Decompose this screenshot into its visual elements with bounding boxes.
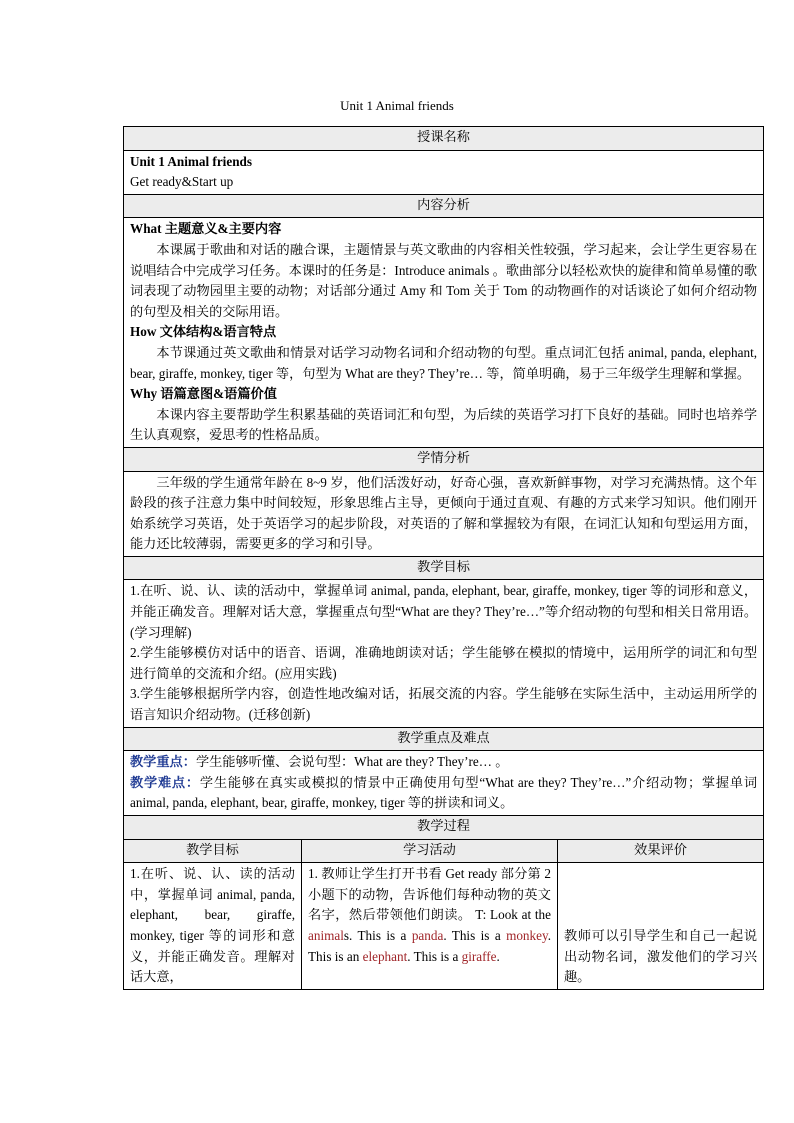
section-header-course-name: 授课名称 — [124, 127, 764, 151]
process-activity-text: 1. 教师让学生打开书看 Get ready 部分第 2 小题下的动物，告诉他们每种动物的英文名字，然后带领他们朗读。 T: Look at the animals. This is a panda. This is a monkey. This is an elephant. This is a giraffe. — [308, 866, 552, 964]
word-panda: panda — [411, 927, 444, 943]
difficult-point-text: 学生能够在真实或模拟的情景中正确使用句型“What are they? They’re…”介绍动物；掌握单词 animal, panda, elephant, bear, giraffe, monkey, tiger 等的拼读和词义。 — [130, 774, 758, 811]
objective-2: 2.学生能够模仿对话中的语音、语调，准确地朗读对话；学生能够在模拟的情境中，运用所学的词汇和句型进行简单的交流和介绍。(应用实践) — [130, 645, 758, 681]
process-evaluation-cell — [558, 863, 764, 990]
learner-analysis-row — [124, 471, 764, 556]
word-monkey: monkey — [506, 927, 548, 943]
what-heading: What 主题意义&主要内容 — [130, 221, 282, 237]
section-header-objectives: 教学目标 — [124, 556, 764, 580]
difficult-point-label: 教学难点： — [130, 774, 200, 790]
how-heading: How 文体结构&语言特点 — [130, 324, 277, 340]
content-analysis-row — [124, 218, 764, 448]
col-header-evaluation: 效果评价 — [558, 839, 764, 863]
document-title: Unit 1 Animal friends — [340, 98, 454, 113]
objective-3: 3.学生能够根据所学内容，创造性地改编对话，拓展交流的内容。学生能够在实际生活中，主动运用所学的语言知识介绍动物。(迁移创新) — [130, 686, 758, 723]
process-column-headers — [124, 839, 764, 863]
lesson-title: Get ready&Start up — [130, 174, 234, 190]
process-evaluation-text: 教师可以引导学生和自己一起说出动物名词，激发他们的学习兴趣。 — [564, 927, 758, 985]
how-paragraph: 本节课通过英文歌曲和情景对话学习动物名词和介绍动物的句型。重点词汇包括 animal, panda, elephant, bear, giraffe, monkey, tiger 等，句型为 What are they? They’re… 等，简单明确，易于三年级学生理解和掌握。 — [130, 344, 758, 381]
key-point-label: 教学重点： — [130, 754, 196, 770]
learner-paragraph: 三年级的学生通常年龄在 8~9 岁，他们活泼好动，好奇心强，喜欢新鲜事物，对学习充满热情。这个年龄段的孩子注意力集中时间较短，形象思维占主导，更倾向于通过直观、有趣的方式来学习知识。他们刚开始系统学习英语，处于英语学习的起步阶段，对英语的了解和掌握较为有限，在词汇认知和句型运用方面，能力还比较薄弱，需要更多的学习和引导。 — [130, 474, 758, 552]
process-activity-cell — [302, 863, 558, 990]
course-name-row — [124, 150, 764, 194]
section-header-key-points: 教学重点及难点 — [124, 727, 764, 751]
section-header-content-analysis: 内容分析 — [124, 194, 764, 218]
difficult-point — [130, 773, 757, 814]
process-row-1 — [124, 863, 764, 990]
why-paragraph: 本课内容主要帮助学生积累基础的英语词汇和句型，为后续的英语学习打下良好的基础。同时也培养学生认真观察，爱思考的性格品质。 — [130, 406, 758, 443]
word-elephant: elephant — [362, 948, 408, 964]
process-goal-cell — [124, 863, 302, 990]
col-header-goal: 教学目标 — [124, 839, 302, 863]
lesson-plan-table — [123, 126, 764, 990]
process-goal-text: 1.在听、说、认、读的活动中，掌握单词 animal, panda, elephant, bear, giraffe, monkey, tiger 等的词形和意义，并能正确发音。理解对话大意， — [130, 866, 295, 985]
objectives-row — [124, 580, 764, 727]
objective-1: 1.在听、说、认、读的活动中，掌握单词 animal, panda, elephant, bear, giraffe, monkey, tiger 等的词形和意义，并能正确发音。理解对话大意，掌握重点句型“What are they? They’re…”等介绍动物的句型和相关日常用语。(学习理解) — [130, 583, 758, 640]
key-point-text: 学生能够听懂、会说句型：What are they? They’re… 。 — [195, 754, 509, 770]
why-heading: Why 语篇意图&语篇价值 — [130, 386, 277, 402]
unit-title: Unit 1 Animal friends — [130, 153, 252, 169]
key-point — [130, 752, 757, 773]
key-points-row — [124, 751, 764, 816]
section-header-learner-analysis: 学情分析 — [124, 447, 764, 471]
word-giraffe: giraffe — [461, 948, 497, 964]
section-header-process: 教学过程 — [124, 816, 764, 840]
what-paragraph: 本课属于歌曲和对话的融合课，主题情景与英文歌曲的内容相关性较强，学习起来，会让学生更容易在说唱结合中完成学习任务。本课时的任务是：Introduce animals 。歌曲部分以轻松欢快的旋律和简单易懂的歌词表现了动物园里主要的动物；对话部分通过 Amy 和 Tom 关于 Tom 的动物画作的对话谈论了如何介绍动物的句型及相关的交际用语。 — [130, 241, 758, 319]
word-animal: animal — [308, 927, 344, 943]
col-header-activity: 学习活动 — [302, 839, 558, 863]
